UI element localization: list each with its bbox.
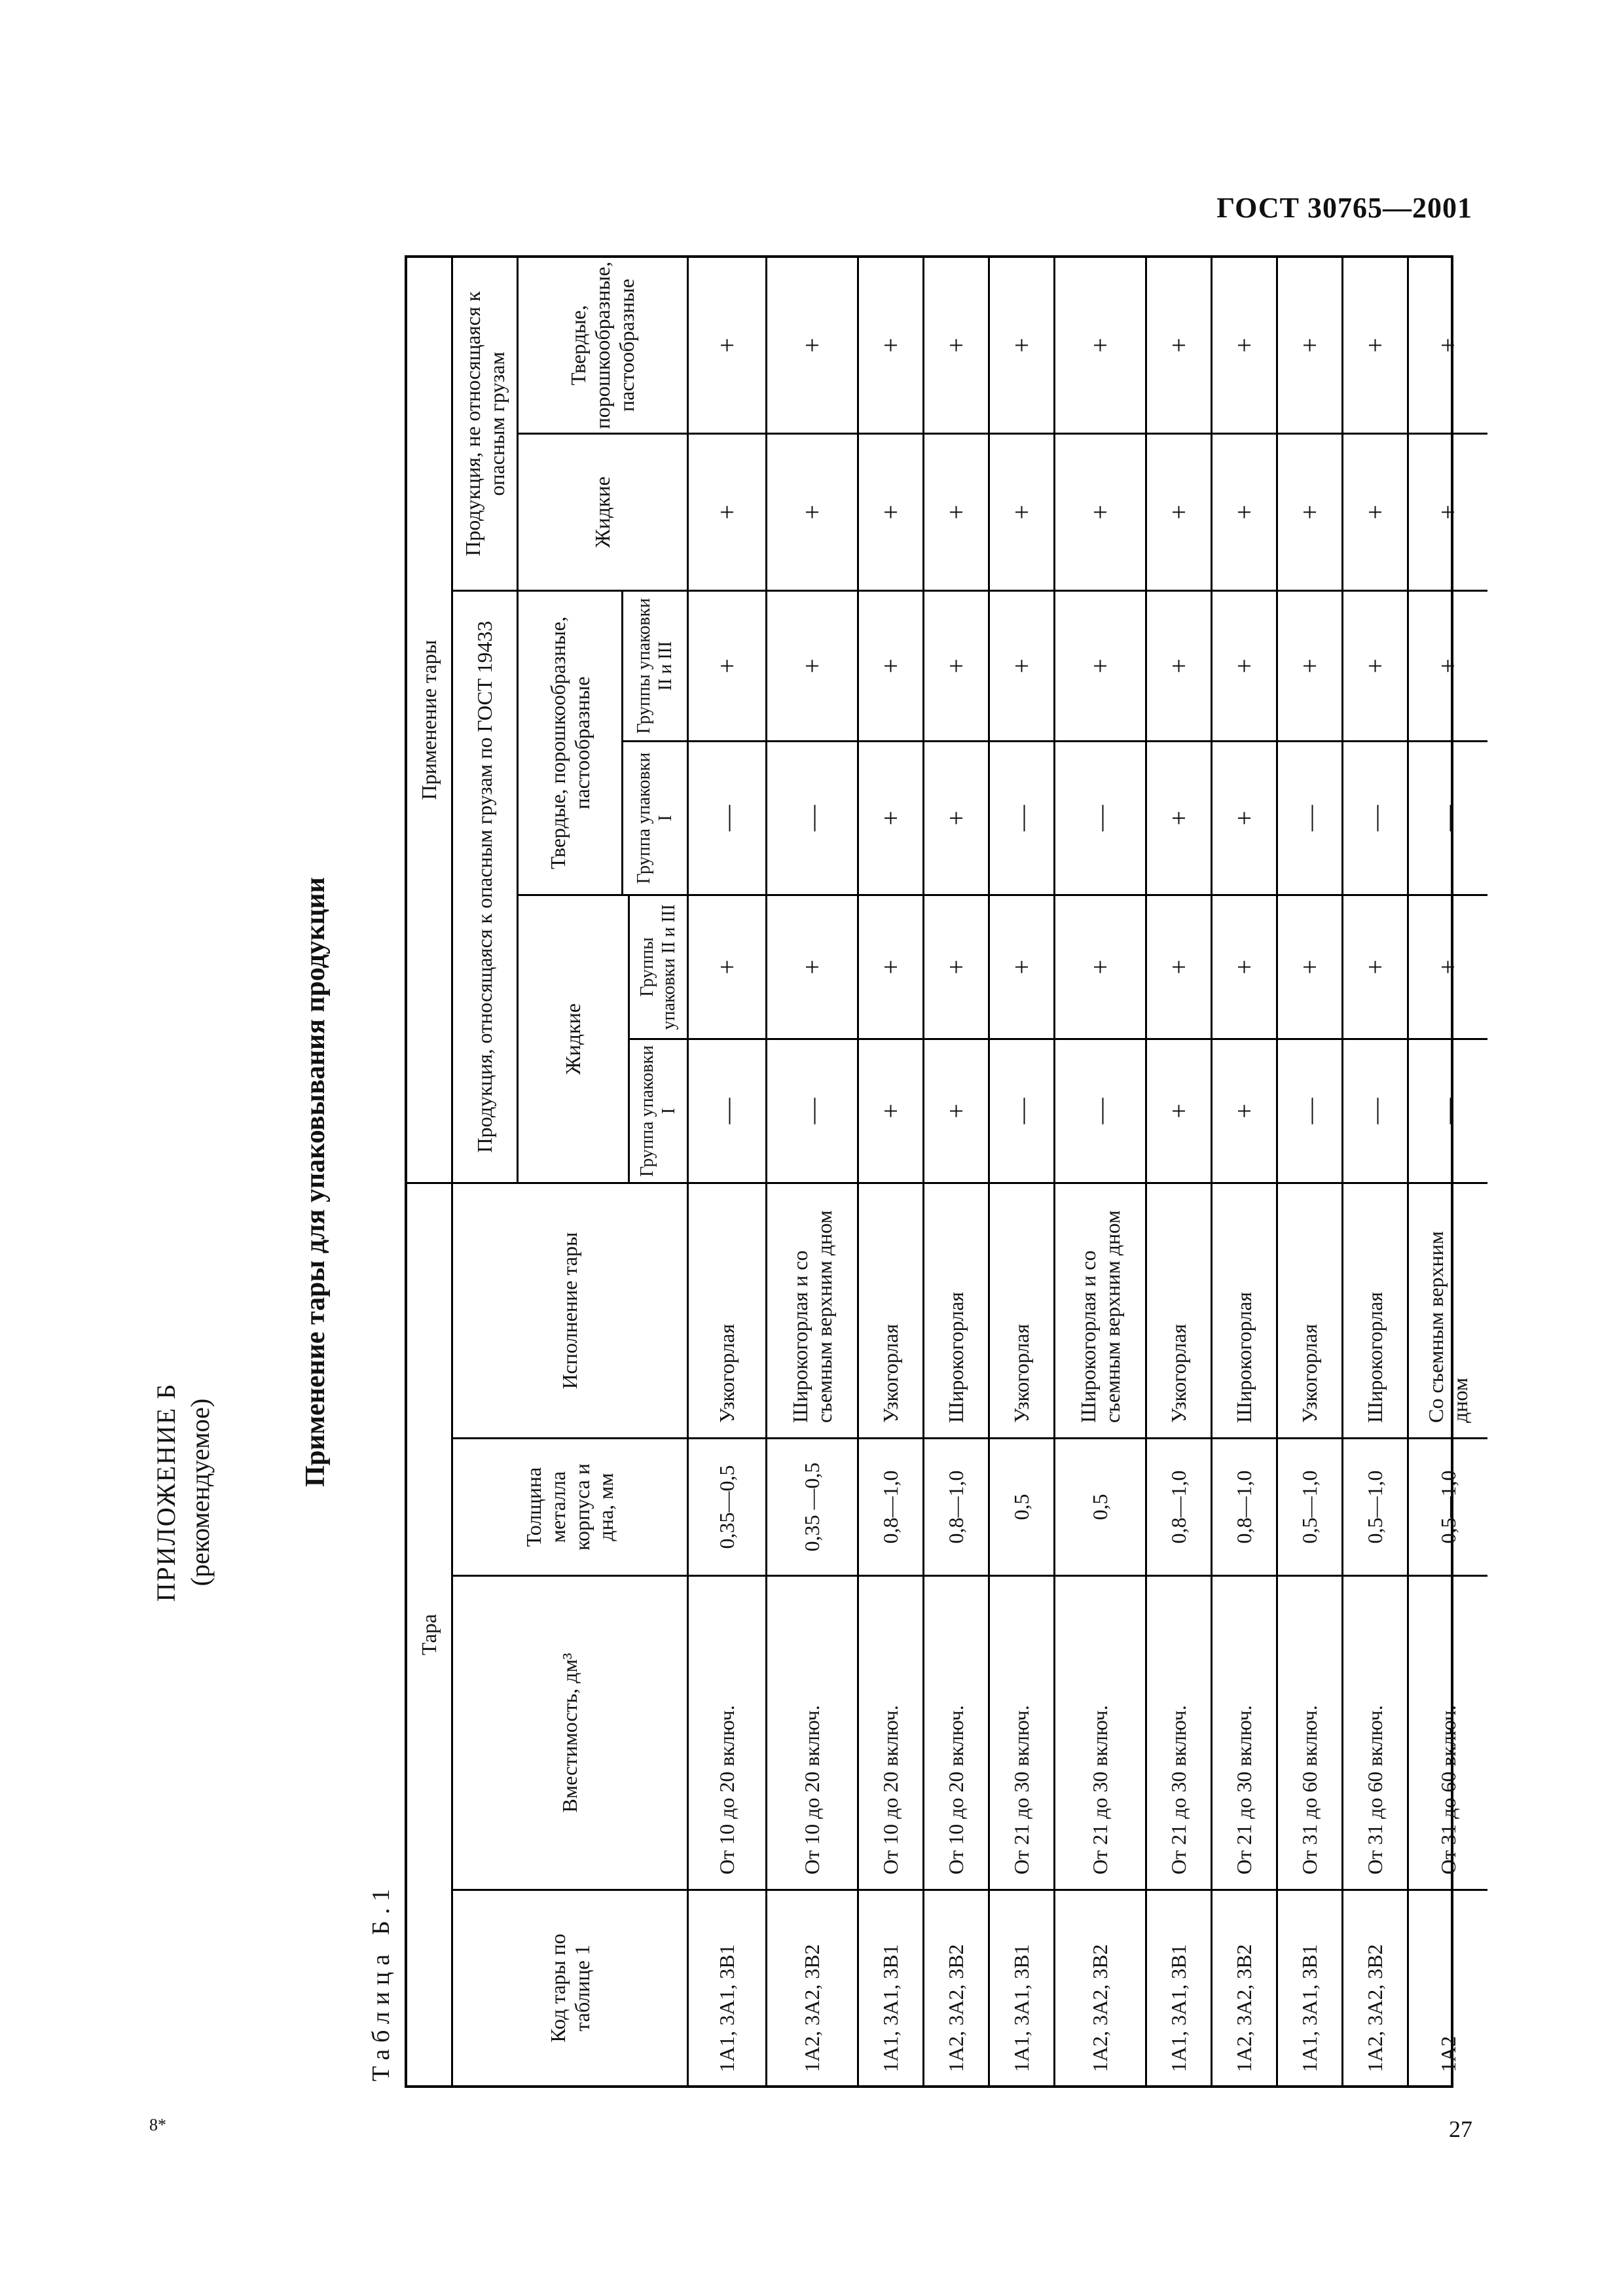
cell-liq-g23: +: [767, 894, 859, 1038]
cell-execution: Узкогорлая: [1147, 1182, 1213, 1437]
cell-capacity: От 31 до 60 включ.: [1409, 1575, 1487, 1889]
cell-sol-g23: +: [1213, 590, 1278, 740]
cell-nd-sol: +: [859, 258, 924, 433]
cell-capacity: От 21 до 30 включ.: [990, 1575, 1055, 1889]
header-application: Применение тары: [407, 258, 453, 1182]
standard-designation: ГОСТ 30765—2001: [1216, 192, 1472, 224]
cell-sol-g23: +: [689, 590, 767, 740]
header-execution: Исполнение тары: [453, 1182, 689, 1437]
cell-execution: Широкогорлая: [1213, 1182, 1278, 1437]
cell-sol-g1: —: [767, 740, 859, 894]
cell-liq-g23: +: [1409, 894, 1487, 1038]
cell-execution: Широкогорлая и со съемным верхним дном: [1055, 1182, 1147, 1437]
header-nondangerous: Продукция, не относящаяся к опасным грузам: [453, 258, 519, 590]
cell-thickness: 0,5—1,0: [1278, 1437, 1343, 1575]
cell-code: 1А1, 3А1, 3В1: [990, 1889, 1055, 2085]
cell-sol-g1: —: [689, 740, 767, 894]
cell-code: 1А2, 3А2, 3В2: [1213, 1889, 1278, 2085]
cell-execution: Широкогорлая: [924, 1182, 990, 1437]
cell-nd-liq: +: [990, 433, 1055, 590]
cell-code: 1А2: [1409, 1889, 1487, 2085]
header-tara: Тара: [407, 1182, 453, 2085]
appendix-title: ПРИЛОЖЕНИЕ Б: [151, 1382, 181, 1602]
cell-nd-sol: +: [1343, 258, 1409, 433]
cell-sol-g23: +: [1147, 590, 1213, 740]
cell-nd-liq: +: [924, 433, 990, 590]
cell-sol-g23: +: [990, 590, 1055, 740]
cell-nd-liq: +: [1213, 433, 1278, 590]
cell-nd-liq: +: [859, 433, 924, 590]
cell-execution: Со съемным верхним дном: [1409, 1182, 1487, 1437]
cell-liq-g1: +: [1147, 1038, 1213, 1182]
cell-liq-g1: —: [767, 1038, 859, 1182]
header-liq-group23: Группы упаковки II и III: [630, 894, 689, 1038]
cell-capacity: От 10 до 20 включ.: [924, 1575, 990, 1889]
cell-sol-g1: —: [1409, 740, 1487, 894]
cell-liq-g1: —: [1055, 1038, 1147, 1182]
cell-code: 1А1, 3А1, 3В1: [1278, 1889, 1343, 2085]
cell-sol-g23: +: [924, 590, 990, 740]
header-nd-solid: Твердые, порошкообразные, пастообразные: [519, 258, 689, 433]
cell-nd-liq: +: [1409, 433, 1487, 590]
cell-nd-liq: +: [767, 433, 859, 590]
cell-nd-sol: +: [1147, 258, 1213, 433]
packaging-table: [405, 255, 1472, 2088]
cell-thickness: 0,5—1,0: [1409, 1437, 1487, 1575]
cell-execution: Широкогорлая: [1343, 1182, 1409, 1437]
cell-sol-g1: —: [1278, 740, 1343, 894]
appendix-note: (рекомендуемое): [185, 1398, 215, 1587]
cell-sol-g1: —: [990, 740, 1055, 894]
cell-nd-liq: +: [1055, 433, 1147, 590]
cell-nd-sol: +: [1278, 258, 1343, 433]
cell-nd-sol: +: [1433, 338, 1463, 353]
cell-nd-liq: +: [1343, 433, 1409, 590]
cell-sol-g1: +: [924, 740, 990, 894]
header-thickness: Толщина металла корпуса и дна, мм: [453, 1437, 689, 1575]
cell-nd-liq: +: [1278, 433, 1343, 590]
cell-nd-sol: +: [767, 258, 859, 433]
cell-code: 1А1, 3А1, 3В1: [859, 1889, 924, 2085]
page-number: 27: [1449, 2116, 1472, 2142]
header-capacity: Вместимость, дм³: [453, 1575, 689, 1889]
cell-liq-g1: —: [990, 1038, 1055, 1182]
cell-nd-liq: +: [689, 433, 767, 590]
table-label: Таблица Б.1: [367, 1882, 395, 2081]
cell-execution: Широкогорлая и со съемным верхним дном: [767, 1182, 859, 1437]
cell-capacity: От 21 до 30 включ.: [1147, 1575, 1213, 1889]
cell-code: 1А2, 3А2, 3В2: [767, 1889, 859, 2085]
cell-liq-g1: —: [1343, 1038, 1409, 1182]
cell-sol-g23: +: [1055, 590, 1147, 740]
cell-code: 1А1, 3А1, 3В1: [1147, 1889, 1213, 2085]
cell-liq-g1: +: [924, 1038, 990, 1182]
header-dangerous-solid: Твердые, порошкообразные, пастообразные: [519, 590, 623, 894]
cell-liq-g23: +: [1147, 894, 1213, 1038]
cell-sol-g23: +: [859, 590, 924, 740]
cell-liq-g1: —: [1409, 1038, 1487, 1182]
landscape-content: [131, 237, 1472, 2127]
cell-sol-g1: —: [1055, 740, 1147, 894]
cell-thickness: 0,8—1,0: [924, 1437, 990, 1575]
cell-capacity: От 31 до 60 включ.: [1343, 1575, 1409, 1889]
cell-sol-g23: +: [1409, 590, 1487, 740]
cell-nd-sol: +: [1055, 258, 1147, 433]
cell-code: 1А2, 3А2, 3В2: [1055, 1889, 1147, 2085]
header-dangerous: Продукция, относящаяся к опасным грузам по ГОСТ 19433: [453, 590, 519, 1182]
cell-liq-g23: +: [689, 894, 767, 1038]
cell-execution: Узкогорлая: [689, 1182, 767, 1437]
cell-liq-g23: +: [1213, 894, 1278, 1038]
header-liq-group1: Группа упаковки I: [630, 1038, 689, 1182]
cell-sol-g23: +: [767, 590, 859, 740]
cell-liq-g1: —: [689, 1038, 767, 1182]
cell-liq-g23: +: [1278, 894, 1343, 1038]
header-nd-liquid: Жидкие: [519, 433, 689, 590]
cell-execution: Узкогорлая: [990, 1182, 1055, 1437]
header-dangerous-liquid: Жидкие: [519, 894, 630, 1182]
cell-sol-g1: +: [859, 740, 924, 894]
cell-execution: Узкогорлая: [859, 1182, 924, 1437]
cell-code: 1А2, 3А2, 3В2: [1343, 1889, 1409, 2085]
cell-liq-g23: +: [924, 894, 990, 1038]
cell-thickness: 0,35 —0,5: [767, 1437, 859, 1575]
table-title: Применение тары для упаковывания продукции: [301, 877, 331, 1487]
cell-nd-sol: +: [1213, 258, 1278, 433]
cell-sol-g1: +: [1213, 740, 1278, 894]
cell-liq-g23: +: [1055, 894, 1147, 1038]
cell-thickness: 0,8—1,0: [1213, 1437, 1278, 1575]
cell-thickness: 0,8—1,0: [859, 1437, 924, 1575]
cell-thickness: 0,35—0,5: [689, 1437, 767, 1575]
cell-liq-g23: +: [990, 894, 1055, 1038]
cell-capacity: От 10 до 20 включ.: [767, 1575, 859, 1889]
header-sol-group1: Группа упаковки I: [623, 740, 689, 894]
cell-thickness: 0,5: [1055, 1437, 1147, 1575]
cell-sol-g1: +: [1147, 740, 1213, 894]
cell-capacity: От 10 до 20 включ.: [859, 1575, 924, 1889]
cell-liq-g23: +: [1343, 894, 1409, 1038]
cell-thickness: 0,8—1,0: [1147, 1437, 1213, 1575]
cell-sol-g23: +: [1343, 590, 1409, 740]
cell-thickness: 0,5: [990, 1437, 1055, 1575]
header-sol-group23: Группы упаковки II и III: [623, 590, 689, 740]
cell-nd-liq: +: [1147, 433, 1213, 590]
cell-sol-g23: +: [1278, 590, 1343, 740]
cell-code: 1А2, 3А2, 3В2: [924, 1889, 990, 2085]
cell-nd-sol: +: [689, 258, 767, 433]
cell-capacity: От 21 до 30 включ.: [1213, 1575, 1278, 1889]
cell-liq-g1: —: [1278, 1038, 1343, 1182]
cell-capacity: От 10 до 20 включ.: [689, 1575, 767, 1889]
signature-mark: 8*: [149, 2115, 166, 2134]
header-code: Код тары по таблице 1: [453, 1889, 689, 2085]
cell-liq-g1: +: [859, 1038, 924, 1182]
cell-code: 1А1, 3А1, 3В1: [689, 1889, 767, 2085]
cell-nd-sol: +: [924, 258, 990, 433]
cell-capacity: От 31 до 60 включ.: [1278, 1575, 1343, 1889]
cell-capacity: От 21 до 30 включ.: [1055, 1575, 1147, 1889]
cell-liq-g1: +: [1213, 1038, 1278, 1182]
cell-execution: Узкогорлая: [1278, 1182, 1343, 1437]
cell-liq-g23: +: [859, 894, 924, 1038]
cell-nd-sol: +: [990, 258, 1055, 433]
cell-sol-g1: —: [1343, 740, 1409, 894]
cell-thickness: 0,5—1,0: [1343, 1437, 1409, 1575]
